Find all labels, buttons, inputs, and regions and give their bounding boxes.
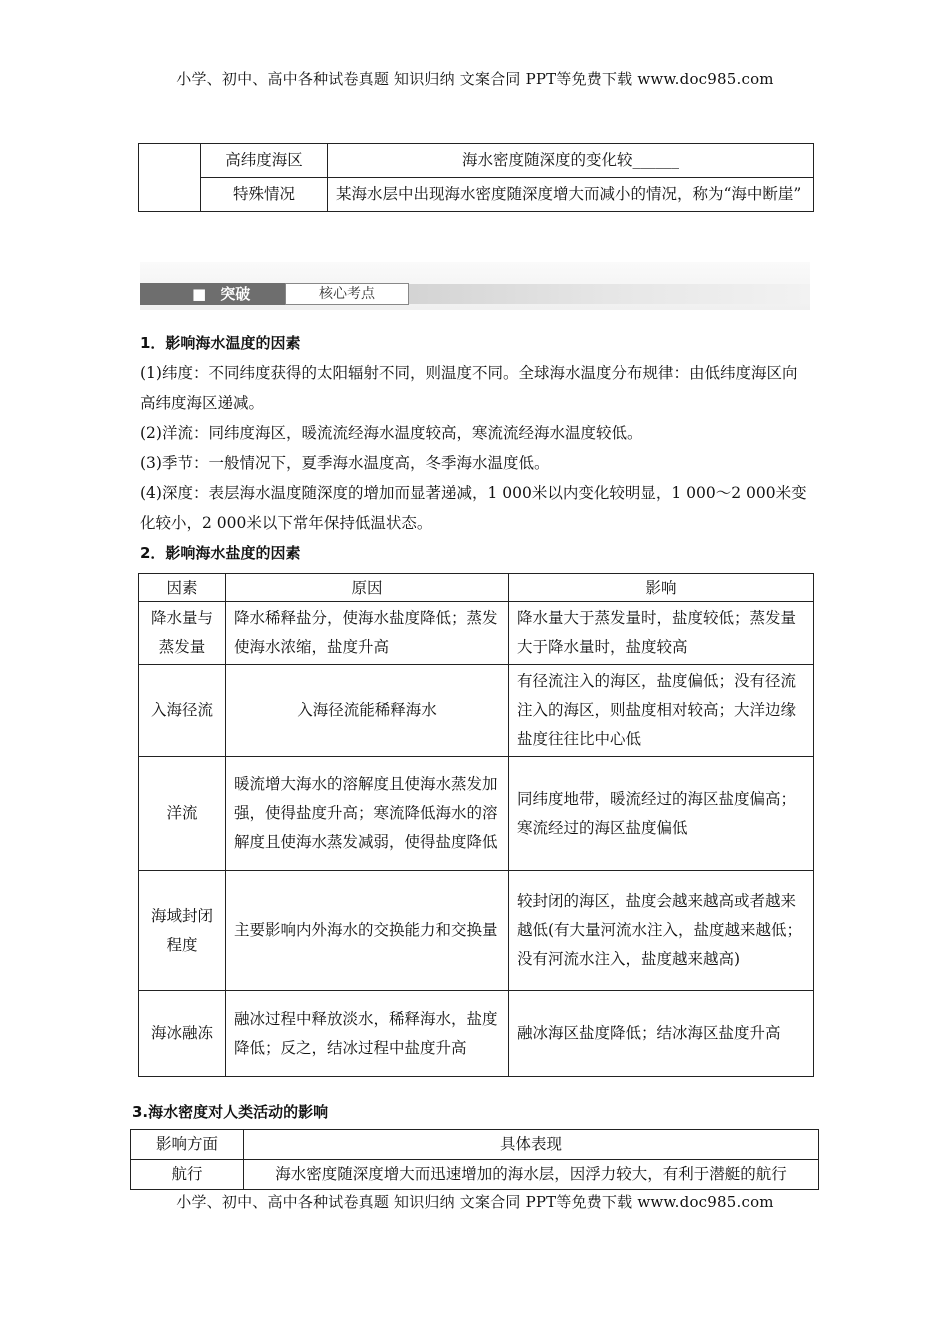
row-label: 高纬度海区	[201, 144, 328, 178]
empty-cell	[139, 144, 201, 212]
table-row	[139, 178, 814, 212]
reason-cell: 暖流增大海水的溶解度且使海水蒸发加强，使得盐度升高；寒流降低海水的溶解度且使海水蒸发减弱，使得盐度降低	[226, 757, 509, 871]
effect-cell: 同纬度地带，暖流经过的海区盐度偏高；寒流经过的海区盐度偏低	[509, 757, 814, 871]
salinity-table	[138, 573, 814, 1077]
table-row	[139, 991, 814, 1077]
section1-title: 1．影响海水温度的因素	[140, 334, 301, 352]
banner-tag-text: 突破	[220, 285, 251, 303]
table-row	[131, 1160, 819, 1190]
factor-cell: 入海径流	[139, 665, 226, 757]
table-row	[139, 871, 814, 991]
row-content: 某海水层中出现海水密度随深度增大而减小的情况，称为“海中断崖”	[328, 178, 814, 212]
reason-cell: 降水稀释盐分，使海水盐度降低；蒸发使海水浓缩，盐度升高	[226, 602, 509, 665]
reason-cell: 入海径流能稀释海水	[226, 665, 509, 757]
column-header: 原因	[226, 574, 509, 602]
effect-cell: 融冰海区盐度降低；结冰海区盐度升高	[509, 991, 814, 1077]
section1-item: (1)纬度：不同纬度获得的太阳辐射不同，则温度不同。全球海水温度分布规律：由低纬度海区向高纬度海区递减。	[140, 364, 798, 412]
density-impact-table	[130, 1129, 819, 1190]
table-header-row	[139, 574, 814, 602]
square-icon: ■	[192, 285, 207, 303]
density-table-continued	[138, 143, 814, 212]
aspect-cell: 航行	[131, 1160, 244, 1190]
column-header: 具体表现	[244, 1130, 819, 1160]
effect-cell: 降水量大于蒸发量时，盐度较低；蒸发量大于降水量时，盐度较高	[509, 602, 814, 665]
row-label: 特殊情况	[201, 178, 328, 212]
reason-cell: 融冰过程中释放淡水，稀释海水，盐度降低；反之，结冰过程中盐度升高	[226, 991, 509, 1077]
page-footer: 小学、初中、高中各种试卷真题 知识归纳 文案合同 PPT等免费下载 www.doc985.com	[176, 1193, 774, 1211]
factor-cell: 海冰融冻	[139, 991, 226, 1077]
banner-tag	[140, 283, 285, 305]
section1-item: (4)深度：表层海水温度随深度的增加而显著递减，1 000米以内变化较明显，1 000～2 000米变化较小，2 000米以下常年保持低温状态。	[140, 484, 807, 532]
effect-cell: 有径流注入的海区，盐度偏低；没有径流注入的海区，则盐度相对较高；大洋边缘盐度往往比中心低	[509, 665, 814, 757]
section2-title: 2．影响海水盐度的因素	[140, 544, 301, 562]
table-row	[139, 757, 814, 871]
factor-cell: 海域封闭程度	[139, 871, 226, 991]
factor-cell: 洋流	[139, 757, 226, 871]
row-content: 海水密度随深度的变化较______	[328, 144, 814, 178]
section3-title: 3.海水密度对人类活动的影响	[132, 1103, 329, 1121]
section-banner	[140, 262, 810, 310]
factor-cell: 降水量与蒸发量	[139, 602, 226, 665]
column-header: 影响	[509, 574, 814, 602]
effect-cell: 较封闭的海区，盐度会越来越高或者越来越低(有大量河流水注入，盐度越来越低；没有河流水注入，盐度越来越高)	[509, 871, 814, 991]
detail-cell: 海水密度随深度增大而迅速增加的海水层，因浮力较大，有利于潜艇的航行	[244, 1160, 819, 1190]
section1-item: (2)洋流：同纬度海区，暖流流经海水温度较高，寒流流经海水温度较低。	[140, 424, 643, 442]
banner-title: 核心考点	[285, 283, 409, 305]
table-row	[139, 602, 814, 665]
reason-cell: 主要影响内外海水的交换能力和交换量	[226, 871, 509, 991]
page-header: 小学、初中、高中各种试卷真题 知识归纳 文案合同 PPT等免费下载 www.doc985.com	[176, 70, 774, 88]
column-header: 影响方面	[131, 1130, 244, 1160]
table-row	[139, 144, 814, 178]
table-row	[139, 665, 814, 757]
table-header-row	[131, 1130, 819, 1160]
section1-item: (3)季节：一般情况下，夏季海水温度高，冬季海水温度低。	[140, 454, 550, 472]
column-header: 因素	[139, 574, 226, 602]
